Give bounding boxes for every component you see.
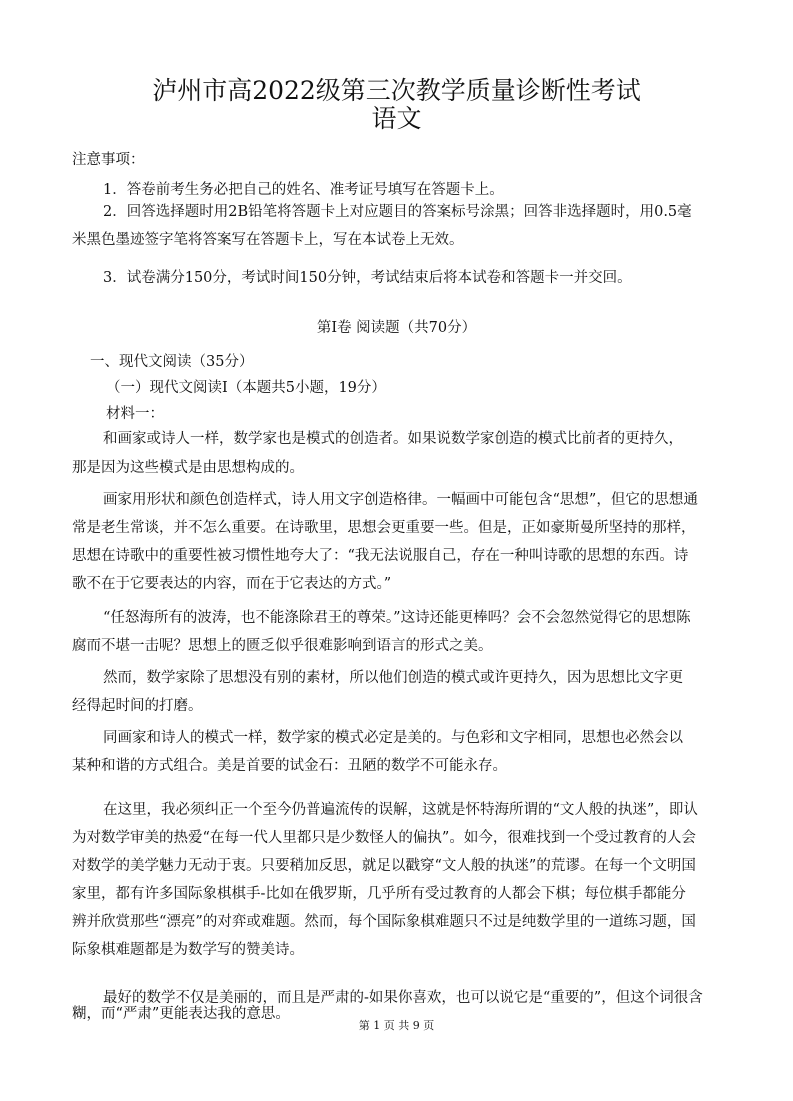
paragraph-line: 最好的数学不仅是美丽的，而且是严肃的-如果你喜欢，也可以说它是“重要的”，但这个词很含: [103, 990, 703, 1006]
paragraph-line: 同画家和诗人的模式一样，数学家的模式必定是美的。与色彩和文字相同，思想也必然会以: [103, 730, 683, 746]
paragraph-line: 常是老生常谈，并不怎么重要。在诗歌里，思想会更重要一些。但是，正如豪斯曼所坚持的那样，: [72, 520, 696, 536]
paragraph-line: 和画家或诗人一样，数学家也是模式的创造者。如果说数学家创造的模式比前者的更持久，: [103, 431, 683, 447]
paragraph-line: 为对数学审美的热爱“在每一代人里都只是少数怪人的偏执”。如今，很难找到一个受过教育的人会: [72, 830, 696, 846]
part-title: 第Ⅰ卷 阅读题（共70分）: [316, 320, 477, 336]
paragraph-line: 对数学的美学魅力无动于衷。只要稍加反思，就足以戳穿“文人般的执迷”的荒谬。在每一个文明国: [72, 858, 696, 874]
exam-title: 泸州市高2022级第三次教学质量诊断性考试: [152, 76, 641, 105]
paragraph-line: 腐而不堪一击呢？思想上的匮乏似乎很难影响到语言的形式之美。: [72, 638, 493, 654]
paragraph-line: 经得起时间的打磨。: [72, 698, 203, 714]
section-heading-reading-one: （一）现代文阅读Ⅰ（本题共5小题，19分）: [106, 380, 386, 396]
paragraph-line: 然而，数学家除了思想没有别的素材，所以他们创造的模式或许更持久，因为思想比文字更: [103, 670, 683, 686]
notice-item-2-line-1: 2．回答选择题时用2B铅笔将答题卡上对应题目的答案标号涂黑；回答非选择题时，用0.5毫: [103, 204, 692, 220]
notice-item-3: 3．试卷满分150分，考试时间150分钟，考试结束后将本试卷和答题卡一并交回。: [103, 270, 632, 286]
paragraph-line: 歌不在于它要表达的内容，而在于它表达的方式。”: [72, 576, 392, 592]
paragraph-line: 家里，都有许多国际象棋棋手-比如在俄罗斯，几乎所有受过教育的人都会下棋；每位棋手都能分: [72, 886, 686, 902]
paragraph-line: 辨并欣赏那些“漂亮”的对弈或难题。然而，每个国际象棋难题只不过是纯数学里的一道练习题，国: [72, 914, 696, 930]
paragraph-line: 某种和谐的方式组合。美是首要的试金石：丑陋的数学不可能永存。: [72, 758, 507, 774]
section-heading-modern-reading: 一、现代文阅读（35分）: [90, 354, 254, 370]
paragraph-line: 思想在诗歌中的重要性被习惯性地夸大了：“我无法说服自己，存在一种叫诗歌的思想的东西。诗: [72, 548, 689, 564]
paragraph-line: 糊，而“严肃”更能表达我的意思。: [72, 1006, 290, 1022]
notice-heading: 注意事项：: [72, 152, 145, 168]
paragraph-line: “任怒海所有的波涛，也不能涤除君王的尊荣。”这诗还能更棒吗？会不会忽然觉得它的思想陈: [103, 610, 691, 626]
paragraph-line: 际象棋难题都是为数学写的赞美诗。: [72, 942, 304, 958]
paragraph-line: 画家用形状和颜色创造样式，诗人用文字创造格律。一幅画中可能包含“思想”，但它的思想通: [103, 492, 698, 508]
notice-item-2-line-2: 米黑色墨迹签字笔将答案写在答题卡上，写在本试卷上无效。: [72, 232, 464, 248]
page-number: 第 1 页 共 9 页: [358, 1019, 435, 1032]
paragraph-line: 那是因为这些模式是由思想构成的。: [72, 460, 304, 476]
material-label: 材料一：: [106, 406, 164, 422]
paragraph-line: 在这里，我必须纠正一个至今仍普遍流传的误解，这就是怀特海所谓的“文人般的执迷”，即认: [103, 802, 698, 818]
exam-subject: 语文: [371, 104, 422, 133]
notice-item-1: 1．答卷前考生务必把自己的姓名、准考证号填写在答题卡上。: [103, 182, 504, 198]
